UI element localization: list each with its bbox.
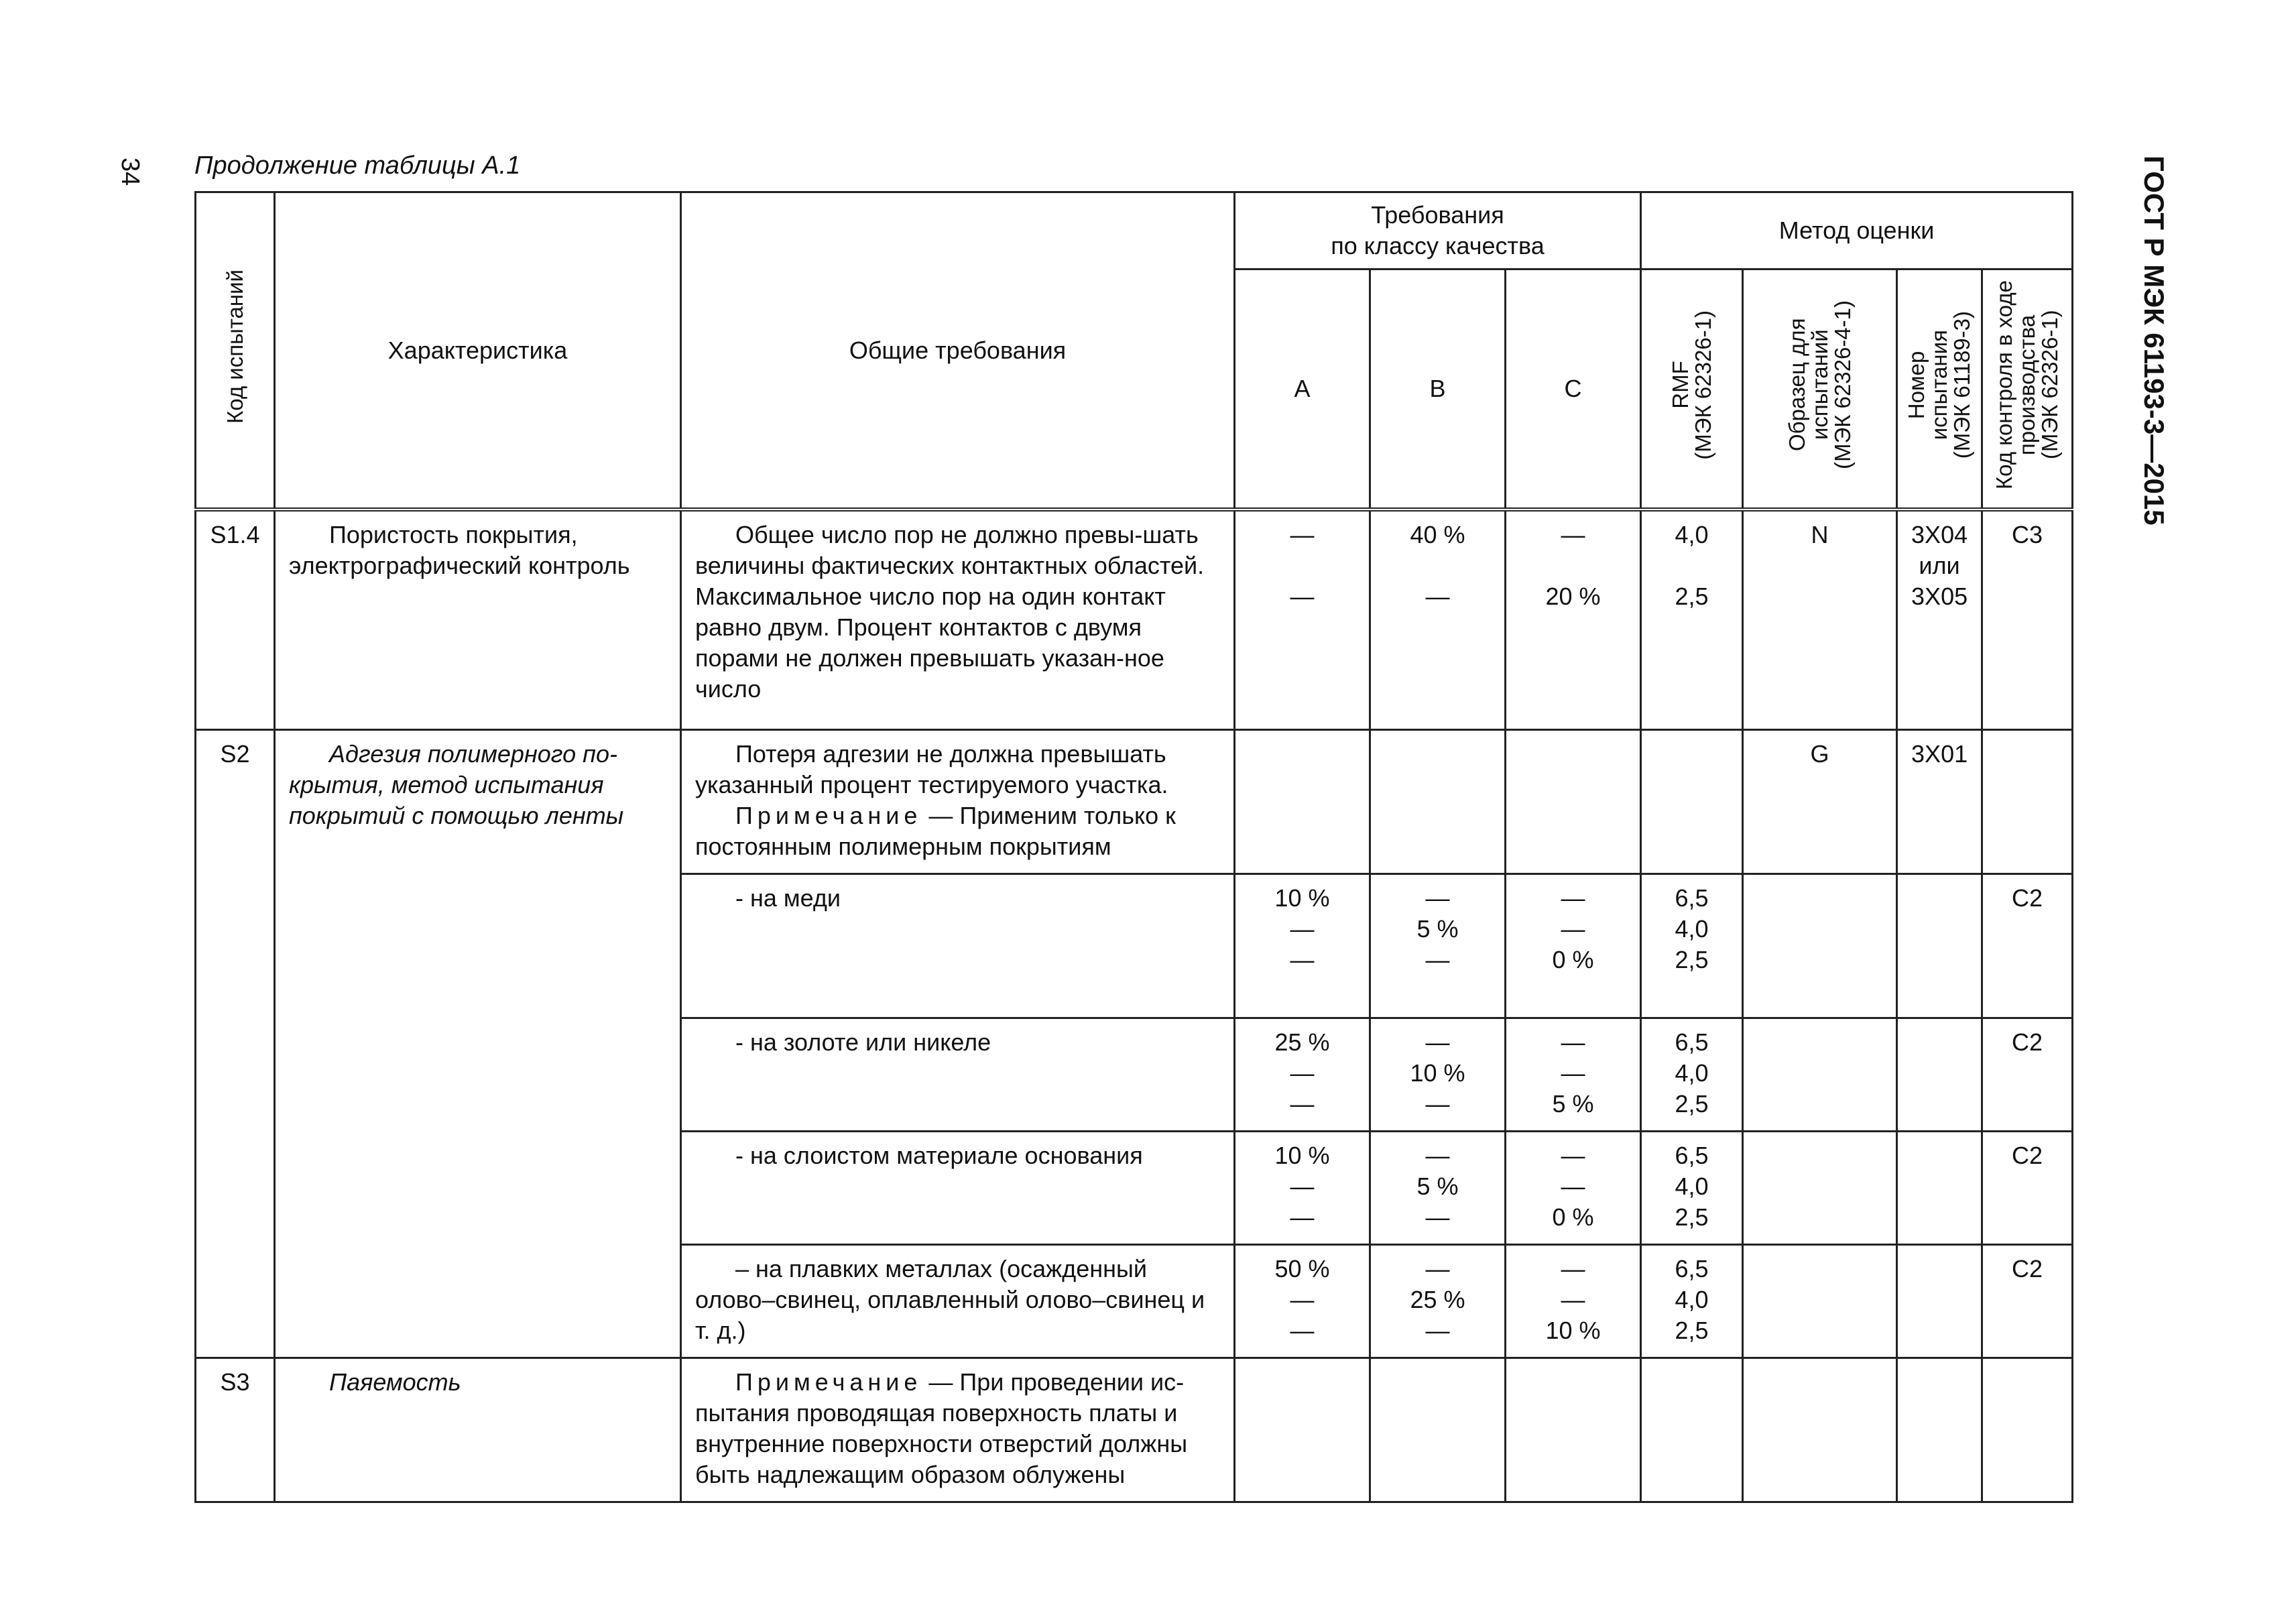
cell-class-b: 40 % —: [1370, 509, 1506, 730]
cell-sample: [1743, 1358, 1897, 1502]
table-row-s2: [196, 730, 2073, 874]
cell-class-c: [1506, 1358, 1641, 1502]
cell-class-c: — — 0 %: [1506, 874, 1641, 1018]
document-standard-title: ГОСТ Р МЭК 61193-3—2015: [2138, 156, 2170, 526]
cell-class-c: — — 10 %: [1506, 1245, 1641, 1358]
page-number: 34: [116, 158, 144, 186]
header-characteristic: Характеристика: [275, 192, 681, 510]
cell-rmf: 6,5 4,0 2,5: [1641, 874, 1743, 1018]
cell-sample: [1743, 1245, 1897, 1358]
cell-class-c: — — 0 %: [1506, 1132, 1641, 1245]
cell-rmf: 4,0 2,5: [1641, 509, 1743, 730]
cell-sample: G: [1743, 730, 1897, 874]
cell-general: - на слоистом материале основания: [681, 1132, 1235, 1245]
requirements-table: [194, 191, 2073, 1503]
cell-general: – на плавких металлах (осажденный олово–свинец, оплавленный олово–свинец и т. д.): [681, 1245, 1235, 1358]
cell-characteristic: Адгезия полимерного по-крытия, метод испытания покрытий с помощью ленты: [275, 730, 681, 1358]
cell-control-code: C2: [1982, 874, 2073, 1018]
cell-general: - на золоте или никеле: [681, 1018, 1235, 1132]
cell-class-b: — 10 % —: [1370, 1018, 1506, 1132]
cell-test-number: [1897, 874, 1982, 1018]
table-caption: Продолжение таблицы А.1: [194, 152, 521, 180]
cell-sample: [1743, 874, 1897, 1018]
header-quality-requirements: Требования по классу качества: [1235, 192, 1641, 269]
header-general-requirements: Общие требования: [681, 192, 1235, 510]
header-test-sample: Образец для испытаний (МЭК 62326-4-1): [1743, 269, 1897, 510]
cell-characteristic: Паяемость: [275, 1358, 681, 1502]
cell-class-a: 10 % — —: [1235, 1132, 1370, 1245]
cell-test-number: [1897, 1245, 1982, 1358]
header-rmf: RMF (МЭК 62326-1): [1641, 269, 1743, 510]
cell-class-a: [1235, 730, 1370, 874]
header-code: Код испытаний: [196, 192, 275, 510]
header-class-b: B: [1370, 269, 1506, 510]
cell-class-b: — 5 % —: [1370, 874, 1506, 1018]
cell-test-number: [1897, 1132, 1982, 1245]
cell-rmf: 6,5 4,0 2,5: [1641, 1132, 1743, 1245]
table-row-s1-4: [196, 509, 2073, 730]
header-control-code: Код контроля в ходе производства (МЭК 62326-1): [1982, 269, 2073, 510]
cell-code: S1.4: [196, 509, 275, 730]
cell-test-number: 3X04 или 3X05: [1897, 509, 1982, 730]
cell-code: S2: [196, 730, 275, 1358]
cell-class-a: 10 % — —: [1235, 874, 1370, 1018]
cell-class-a: [1235, 1358, 1370, 1502]
header-evaluation-method: Метод оценки: [1641, 192, 2073, 269]
cell-control-code: [1982, 1358, 2073, 1502]
cell-rmf: [1641, 730, 1743, 874]
cell-test-number: [1897, 1018, 1982, 1132]
cell-general: - на меди: [681, 874, 1235, 1018]
note-label: Примечание: [735, 802, 922, 829]
cell-class-b: — 25 % —: [1370, 1245, 1506, 1358]
cell-sample: [1743, 1018, 1897, 1132]
cell-test-number: [1897, 1358, 1982, 1502]
cell-control-code: C3: [1982, 509, 2073, 730]
note-label: Примечание: [735, 1368, 922, 1396]
cell-class-b: [1370, 730, 1506, 874]
cell-sample: [1743, 1132, 1897, 1245]
cell-class-a: 25 % — —: [1235, 1018, 1370, 1132]
cell-code: S3: [196, 1358, 275, 1502]
cell-class-b: — 5 % —: [1370, 1132, 1506, 1245]
cell-control-code: C2: [1982, 1245, 2073, 1358]
cell-class-a: — —: [1235, 509, 1370, 730]
cell-rmf: [1641, 1358, 1743, 1502]
header-class-c: C: [1506, 269, 1641, 510]
cell-rmf: 6,5 4,0 2,5: [1641, 1018, 1743, 1132]
header-test-number: Номер испытания (МЭК 61189-3): [1897, 269, 1982, 510]
cell-characteristic: Пористость покрытия, электрографический контроль: [275, 509, 681, 730]
cell-class-a: 50 % — —: [1235, 1245, 1370, 1358]
cell-general: Общее число пор не должно превы-шать величины фактических контактных областей. Максимальное число пор на один контакт равно двум. Процент контактов с двумя порами не должен превышать указан-ное число: [681, 509, 1235, 730]
cell-control-code: [1982, 730, 2073, 874]
cell-class-c: — 20 %: [1506, 509, 1641, 730]
cell-control-code: C2: [1982, 1132, 2073, 1245]
cell-class-b: [1370, 1358, 1506, 1502]
cell-sample: N: [1743, 509, 1897, 730]
table-row-s3: [196, 1358, 2073, 1502]
cell-control-code: C2: [1982, 1018, 2073, 1132]
cell-general: Потеря адгезии не должна превышать указанный процент тестируемого участка. Примечание — Применим только к постоянным полимерным покрытиям: [681, 730, 1235, 874]
cell-general: Примечание — При проведении ис-пытания проводящая поверхность платы и внутренние поверхности отверстий должны быть надлежащим образом облужены: [681, 1358, 1235, 1502]
cell-test-number: 3X01: [1897, 730, 1982, 874]
cell-class-c: [1506, 730, 1641, 874]
cell-rmf: 6,5 4,0 2,5: [1641, 1245, 1743, 1358]
header-class-a: A: [1235, 269, 1370, 510]
cell-class-c: — — 5 %: [1506, 1018, 1641, 1132]
